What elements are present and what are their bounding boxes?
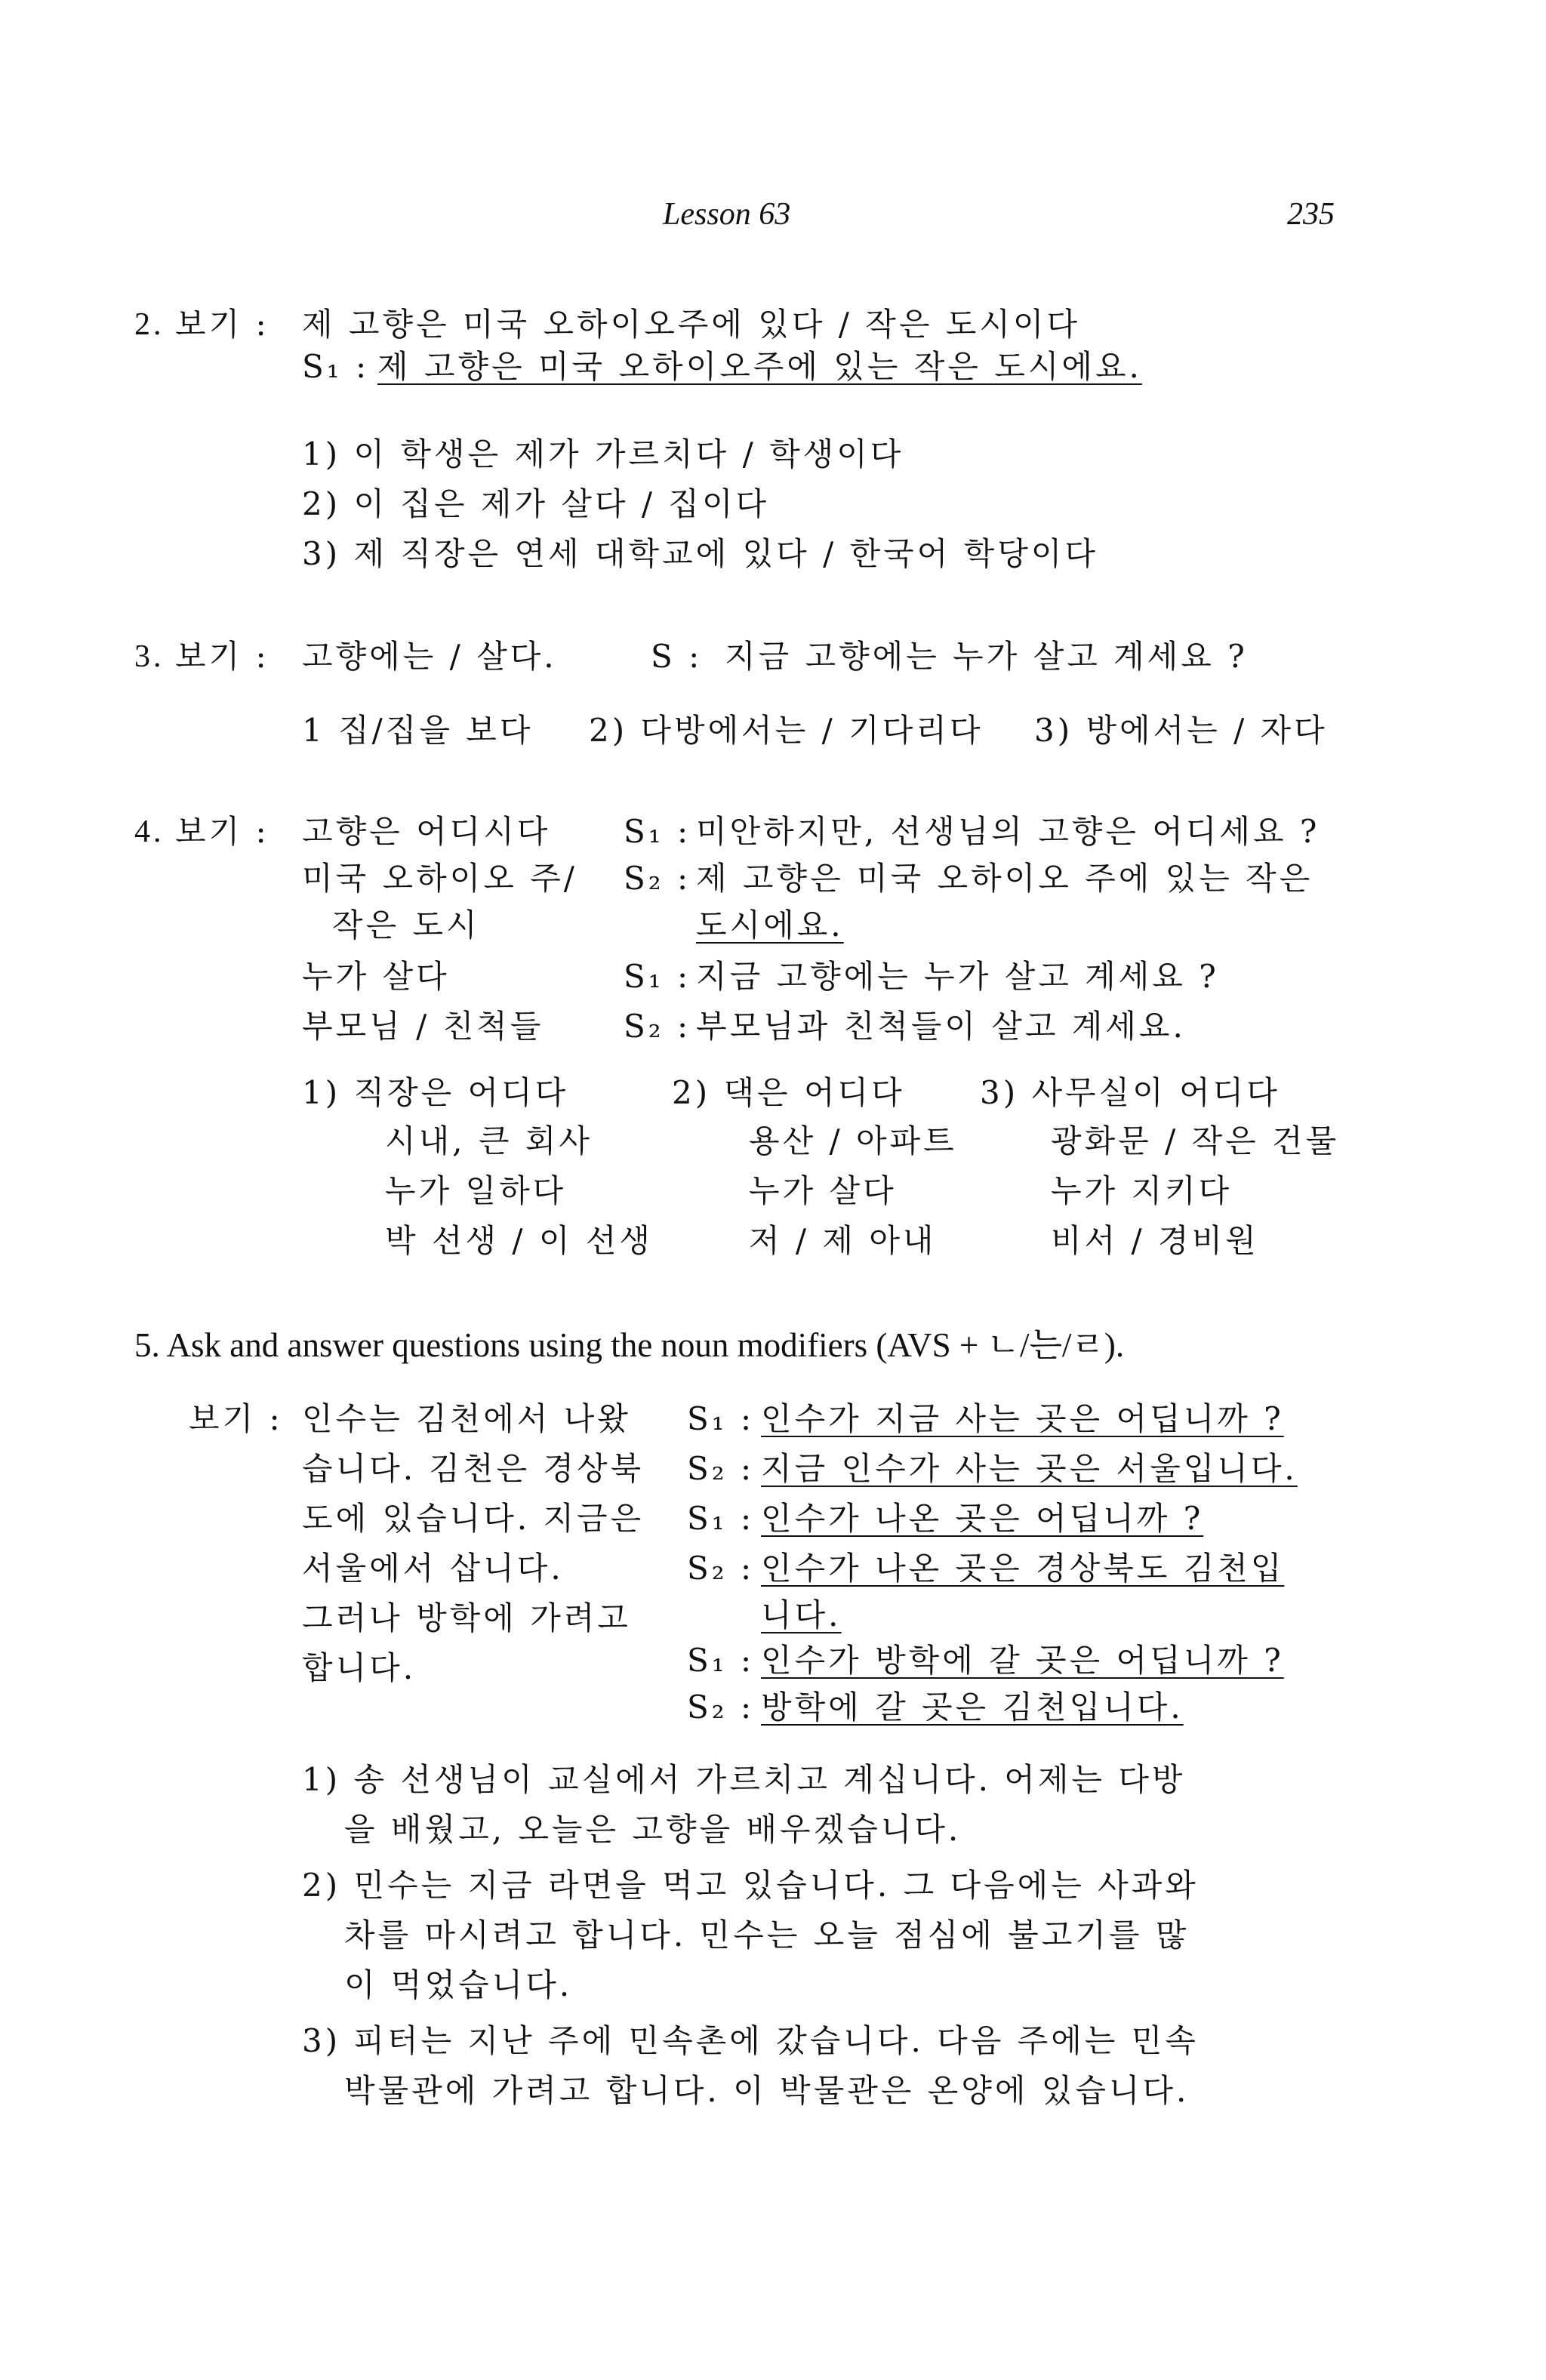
cue-line: 미국 오하이오 주/	[302, 860, 577, 897]
passage-line: 합니다.	[302, 1649, 417, 1686]
substitution-cue: 1) 직장은 어디다	[302, 1074, 569, 1111]
drill-item: 2) 이 집은 제가 살다 / 집이다	[302, 485, 770, 522]
speaker-label: S₂ :	[687, 1550, 755, 1587]
drill-item: 2) 다방에서는 / 기다리다	[589, 712, 984, 749]
dialog-line: 부모님과 친척들이 살고 계세요.	[696, 1008, 1186, 1045]
substitution-cue: 시내, 큰 회사	[385, 1122, 593, 1159]
dialog-line: 인수가 나온 곳은 경상북도 김천입	[761, 1550, 1285, 1587]
speaker-label: S₂ :	[624, 860, 691, 897]
exercise-heading: 5. Ask and answer questions using the noun modifiers (AVS + ㄴ/는/ㄹ).	[134, 1326, 1125, 1364]
speaker-label: S₂ :	[624, 1008, 691, 1045]
example-prompt: 고향에는 / 살다.	[302, 638, 557, 675]
example-label: 보기 :	[175, 813, 269, 850]
substitution-cue: 누가 지키다	[1051, 1172, 1233, 1209]
speaker-label: S₁ :	[624, 813, 691, 850]
dialog-line: 인수가 나온 곳은 어딥니까 ?	[761, 1500, 1204, 1537]
speaker-label: S₁ :	[302, 348, 370, 385]
speaker-label: S₁ :	[687, 1400, 755, 1437]
example-answer: 제 고향은 미국 오하이오주에 있는 작은 도시에요.	[377, 348, 1142, 385]
page-number: 235	[1287, 197, 1335, 232]
example-answer: 지금 고향에는 누가 살고 계세요 ?	[725, 638, 1248, 675]
cue-line: 고향은 어디시다	[302, 813, 551, 850]
cue-line: 작은 도시	[332, 907, 480, 944]
substitution-cue: 비서 / 경비원	[1051, 1222, 1259, 1259]
dialog-line: 인수가 방학에 갈 곳은 어딥니까 ?	[761, 1642, 1284, 1679]
dialog-line: 제 고향은 미국 오하이오 주에 있는 작은	[696, 860, 1313, 897]
drill-item: 1 집/집을 보다	[302, 712, 534, 749]
dialog-line: 니다.	[761, 1596, 842, 1633]
passage-line: 인수는 김천에서 나왔	[302, 1400, 631, 1437]
example-label: 보기 :	[175, 638, 269, 675]
dialog-line: 미안하지만, 선생님의 고향은 어디세요 ?	[696, 813, 1320, 850]
speaker-label: S₁ :	[687, 1642, 755, 1679]
example-label: 보기 :	[175, 306, 269, 343]
drill-item: 3) 방에서는 / 자다	[1034, 712, 1328, 749]
cue-line: 누가 살다	[302, 958, 450, 995]
dialog-line: 인수가 지금 사는 곳은 어딥니까 ?	[761, 1400, 1284, 1437]
substitution-cue: 2) 댁은 어디다	[672, 1074, 905, 1111]
dialog-line: 지금 고향에는 누가 살고 계세요 ?	[696, 958, 1219, 995]
drill-item-continued: 이 먹었습니다.	[344, 1966, 573, 2003]
substitution-cue: 저 / 제 아내	[749, 1222, 937, 1259]
speaker-label: S₂ :	[687, 1450, 755, 1487]
dialog-line: 방학에 갈 곳은 김천입니다.	[761, 1689, 1184, 1726]
substitution-cue: 누가 일하다	[385, 1172, 567, 1209]
speaker-label: S :	[651, 638, 703, 675]
running-header-title: Lesson 63	[663, 197, 791, 232]
substitution-cue: 용산 / 아파트	[749, 1122, 957, 1159]
speaker-label: S₁ :	[687, 1500, 755, 1537]
dialog-line: 지금 인수가 사는 곳은 서울입니다.	[761, 1450, 1298, 1487]
passage-line: 서울에서 삽니다.	[302, 1550, 564, 1587]
substitution-cue: 3) 사무실이 어디다	[980, 1074, 1280, 1111]
exercise-number: 4.	[134, 814, 165, 849]
substitution-cue: 광화문 / 작은 건물	[1051, 1122, 1340, 1159]
drill-item-continued: 을 배웠고, 오늘은 고향을 배우겠습니다.	[344, 1811, 962, 1848]
speaker-label: S₂ :	[687, 1689, 755, 1726]
substitution-cue: 누가 살다	[749, 1172, 897, 1209]
drill-item: 1) 이 학생은 제가 가르치다 / 학생이다	[302, 436, 904, 473]
drill-item: 3) 피터는 지난 주에 민속촌에 갔습니다. 다음 주에는 민속	[302, 2022, 1199, 2059]
substitution-cue: 박 선생 / 이 선생	[385, 1222, 653, 1259]
dialog-line: 도시에요.	[696, 907, 844, 944]
drill-item: 1) 송 선생님이 교실에서 가르치고 계십니다. 어제는 다방	[302, 1761, 1186, 1798]
example-prompt: 제 고향은 미국 오하이오주에 있다 / 작은 도시이다	[302, 306, 1081, 343]
drill-item: 2) 민수는 지금 라면을 먹고 있습니다. 그 다음에는 사과와	[302, 1867, 1199, 1904]
exercise-number: 3.	[134, 639, 165, 674]
cue-line: 부모님 / 친척들	[302, 1008, 544, 1045]
drill-item-continued: 차를 마시려고 합니다. 민수는 오늘 점심에 불고기를 많	[344, 1917, 1190, 1954]
exercise-number: 2.	[134, 307, 165, 342]
drill-item: 3) 제 직장은 연세 대학교에 있다 / 한국어 학당이다	[302, 535, 1098, 572]
passage-line: 습니다. 김천은 경상북	[302, 1450, 645, 1487]
passage-line: 도에 있습니다. 지금은	[302, 1500, 645, 1537]
passage-line: 그러나 방학에 가려고	[302, 1599, 631, 1636]
drill-item-continued: 박물관에 가려고 합니다. 이 박물관은 온양에 있습니다.	[344, 2072, 1190, 2109]
example-label: 보기 :	[189, 1400, 283, 1437]
speaker-label: S₁ :	[624, 958, 691, 995]
